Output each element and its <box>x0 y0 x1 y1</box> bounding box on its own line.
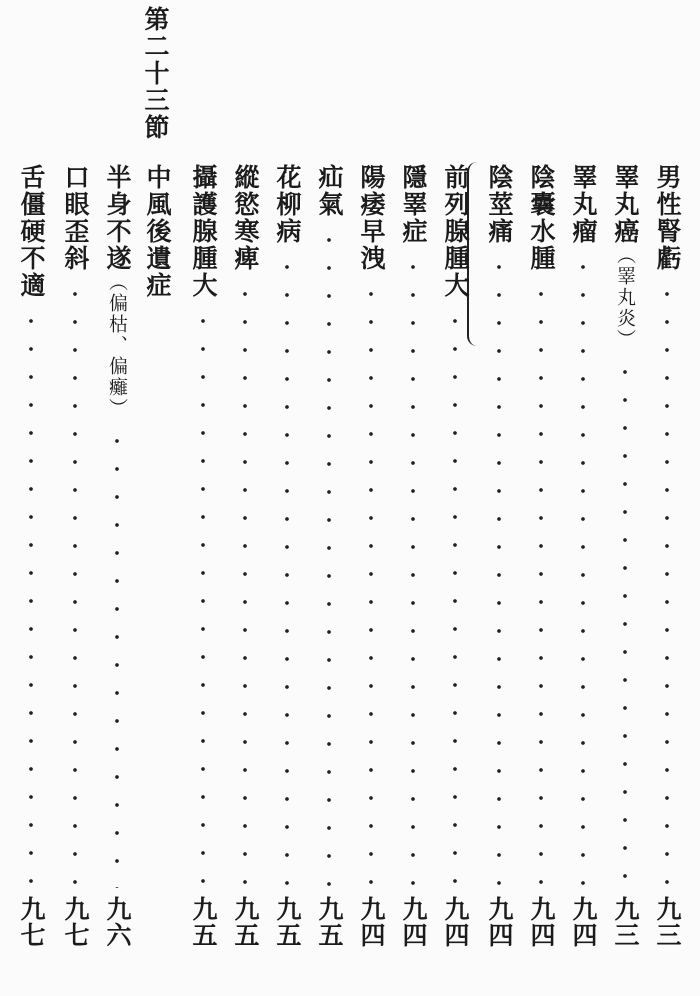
entry-title: 口眼歪斜 <box>61 164 90 272</box>
toc-entry[interactable] <box>58 0 92 996</box>
entry-title: 花柳病 <box>273 164 302 245</box>
entry-page-number: 九六 <box>103 896 132 948</box>
entry-title: 舌僵硬不適 <box>17 164 46 299</box>
entry-page-number: 九四 <box>569 896 598 948</box>
entry-page-number: 九七 <box>61 896 90 948</box>
dot-leader <box>566 253 600 888</box>
entry-page-number: 九四 <box>441 896 470 948</box>
toc-entry[interactable] <box>228 0 262 996</box>
entry-page-number: 九五 <box>315 896 344 948</box>
toc-entry[interactable] <box>608 0 642 996</box>
entry-page-number: 九五 <box>231 896 260 948</box>
entry-title: 疝氣 <box>315 164 344 218</box>
toc-entry[interactable] <box>312 0 346 996</box>
toc-entry[interactable] <box>100 0 134 996</box>
dot-leader <box>650 280 684 888</box>
toc-entry[interactable] <box>354 0 388 996</box>
entry-title: 隱睪症 <box>399 164 428 245</box>
entry-title: 中風後遺症 <box>143 164 172 299</box>
toc-entry[interactable] <box>650 0 684 996</box>
dot-leader <box>228 280 262 888</box>
entry-title: 陰莖痛 <box>485 164 514 245</box>
toc-entry[interactable] <box>566 0 600 996</box>
entry-page-number: 九五 <box>273 896 302 948</box>
dot-leader <box>354 280 388 888</box>
entry-title: 睪丸瘤 <box>569 164 598 245</box>
entry-title: 攝護腺腫大 <box>189 164 218 299</box>
toc-entry[interactable] <box>482 0 516 996</box>
entry-page-number: 九三 <box>653 896 682 948</box>
dot-leader <box>396 253 430 888</box>
entry-title: 陰囊水腫 <box>527 164 556 272</box>
dot-leader <box>186 307 220 888</box>
entry-title: 前列腺腫大 <box>441 164 470 299</box>
dot-leader <box>482 253 516 888</box>
dot-leader <box>14 307 48 888</box>
toc-entry[interactable] <box>186 0 220 996</box>
entry-title: 縱慾寒痺 <box>231 164 260 272</box>
dot-leader <box>608 358 642 888</box>
entry-page-number: 九三 <box>611 896 640 948</box>
toc-entry-heading[interactable] <box>140 0 174 996</box>
toc-entry[interactable] <box>14 0 48 996</box>
section-heading: 第二十三節 <box>141 6 170 141</box>
entry-title: 半身不遂（偏枯、偏癱） <box>103 164 132 419</box>
entry-title: 陽痿早洩 <box>357 164 386 272</box>
entry-page-number: 九四 <box>527 896 556 948</box>
toc-entry[interactable] <box>270 0 304 996</box>
toc-entry[interactable] <box>438 0 472 996</box>
entry-title: 睪丸癌（睪丸炎） <box>611 164 640 350</box>
dot-leader <box>438 307 472 888</box>
entry-page-number: 九五 <box>189 896 218 948</box>
entry-page-number: 九四 <box>485 896 514 948</box>
entry-title: 男性腎虧 <box>653 164 682 272</box>
dot-leader <box>312 226 346 888</box>
dot-leader <box>270 253 304 888</box>
dot-leader <box>58 280 92 888</box>
toc-entry[interactable] <box>524 0 558 996</box>
entry-page-number: 九四 <box>399 896 428 948</box>
dot-leader <box>524 280 558 888</box>
entry-page-number: 九四 <box>357 896 386 948</box>
entry-page-number: 九七 <box>17 896 46 948</box>
dot-leader <box>100 427 134 888</box>
toc-entry[interactable] <box>396 0 430 996</box>
